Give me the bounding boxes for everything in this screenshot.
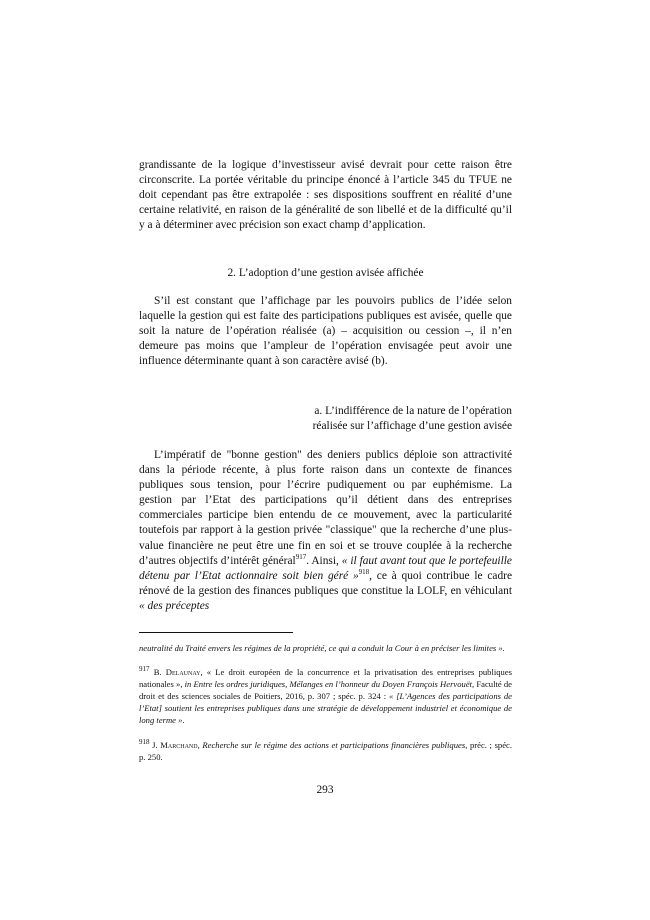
paragraph-3-text-b: . Ainsi, bbox=[306, 554, 342, 567]
paragraph-3-quote: « il faut avant tout que le portefeuille détenu par l’Etat actionnaire soit bien géré » bbox=[139, 554, 512, 582]
footnote-917-quote: « [L’Agences des participations de l’Etat] soutient les entreprises publiques dans une stratégie de développement industriel et économique de long terme » bbox=[139, 691, 512, 726]
footnote-continuation-text: neutralité du Traité envers les régimes de la propriété, ce qui a conduit la Cour à en préciser les limites ». bbox=[139, 643, 505, 653]
footnote-ref-918[interactable]: 918 bbox=[358, 567, 370, 576]
paragraph-3-text-a: L’impératif de "bonne gestion" des deniers publics déploie son attractivité dans la période récente, à plus forte raison dans un contexte de finances publiques sous tension, pour l’écrire pudiquement ou par euphémisme. La gestion par l’Etat des participations qu’il détient dans des entreprises commerciales participe bien entendu de ce mouvement, avec la particularité toutefois par rapport à la gestion privée "classique" que la recherche d’une plus-value financière ne peut être une fin en soi et se trouve couplée à la recherche d’autres objectifs d’intérêt général bbox=[139, 449, 512, 567]
footnote-917 bbox=[139, 666, 512, 726]
paragraph-2: S’il est constant que l’affichage par les pouvoirs publics de l’idée selon laquelle la gestion qui est faite des participations publiques est avisée, quelle que soit la nature de l’opération réalisée (a) – acquisition ou cession –, il n’en demeure pas moins que l’ampleur de l’opération envisagée peut avoir une influence déterminante quant à son caractère avisé (b). bbox=[139, 295, 512, 368]
footnote-918-text-a: , bbox=[197, 740, 203, 750]
footnote-918-text-c: , préc. ; spéc. p. 250. bbox=[139, 740, 513, 763]
footnote-continuation bbox=[139, 642, 512, 654]
footnote-918-number: 918 bbox=[139, 738, 150, 747]
footnote-917-end: . bbox=[182, 715, 185, 726]
paragraph-3 bbox=[139, 448, 512, 614]
subsection-heading-line-2: réalisée sur l’affichage d’une gestion avisée bbox=[312, 420, 512, 432]
page-number: 293 bbox=[316, 784, 334, 796]
section-heading-2: 2. L’adoption d’une gestion avisée affichée bbox=[227, 267, 424, 279]
footnote-918 bbox=[139, 739, 512, 763]
footnote-separator bbox=[139, 632, 293, 633]
footnote-918-author: J. Marchand bbox=[152, 740, 198, 750]
footnote-917-text-c: , Faculté de droit et des sciences sociales de Poitiers, 2016, p. 307 ; spéc. p. 324 : bbox=[139, 679, 512, 702]
subsection-heading-a bbox=[255, 404, 512, 434]
footnote-917-book: in Entre les ordres juridiques, Mélanges en l’honneur du Doyen François Hervouët bbox=[184, 679, 473, 690]
paragraph-3-text-c: , ce à quoi contribue le cadre rénové de la gestion des finances publiques que constitue la LOLF, en véhiculant bbox=[139, 569, 512, 597]
footnote-918-title: Recherche sur le régime des actions et participations financières publiques bbox=[202, 740, 466, 750]
paragraph-3-quote-2: « des préceptes bbox=[139, 599, 210, 612]
footnote-917-text-a: , « Le droit européen de la concurrence et la privatisation des entreprises publiques nationales », bbox=[139, 667, 512, 690]
footnote-ref-917[interactable]: 917 bbox=[295, 552, 307, 561]
footnote-917-number: 917 bbox=[139, 665, 150, 674]
subsection-heading-line-1: a. L’indifférence de la nature de l’opération bbox=[314, 405, 512, 417]
footnote-917-author: B. Delaunay bbox=[153, 667, 201, 677]
paragraph-1: grandissante de la logique d’investisseur avisé devrait pour cette raison être circonscrite. La portée véritable du principe énoncé à l’article 345 du TFUE ne doit cependant pas être extrapolée : ses dispositions souffrent en réalité d’une certaine relativité, en raison de la généralité de son libellé et de la difficulté qu’il y a à déterminer avec précision son exact champ d’application. bbox=[139, 159, 512, 232]
